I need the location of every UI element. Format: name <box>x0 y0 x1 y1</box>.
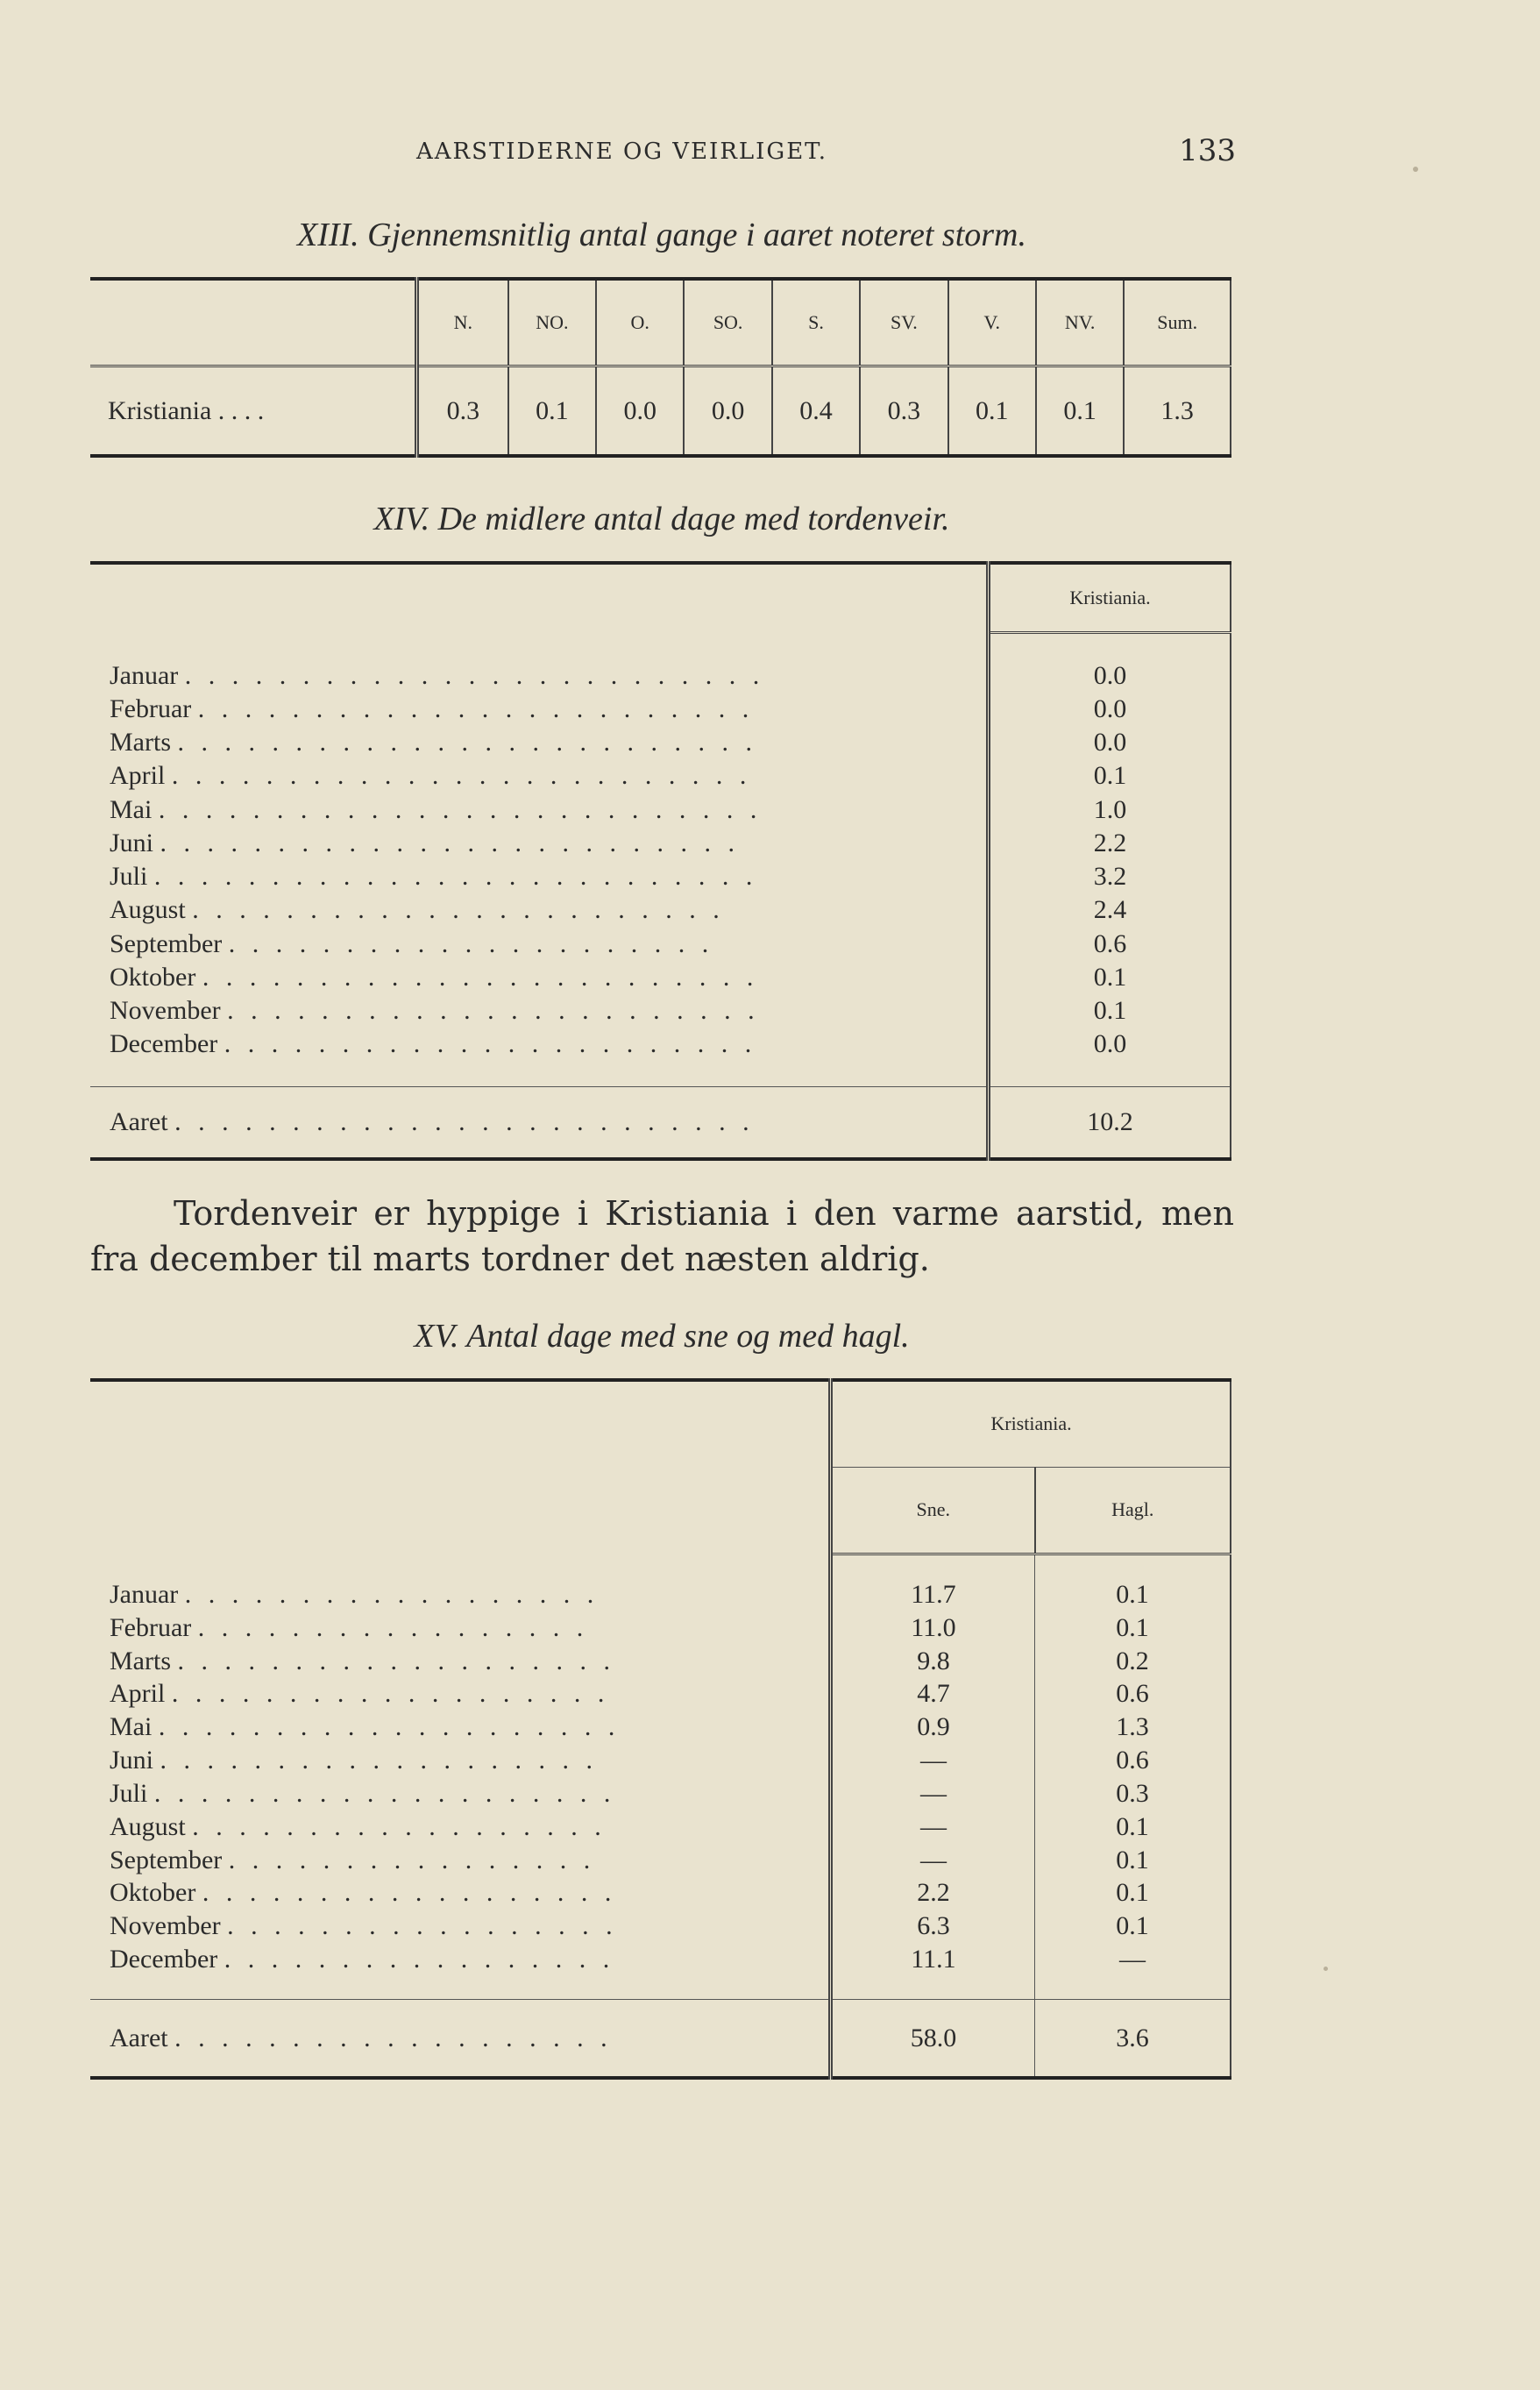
storm-header-row <box>90 279 1231 366</box>
row-label: Oktober <box>110 1878 196 1908</box>
row-label: April <box>110 761 166 791</box>
cell-value: 0.1 <box>989 759 1231 793</box>
row-label: Mai <box>110 794 153 824</box>
cell-sne: 58.0 <box>831 2000 1035 2078</box>
row-label: September <box>110 1845 223 1874</box>
leader-dots: . . . . . . . . . . . . . . . . . . . . . . . . . <box>171 761 752 791</box>
thunder-stub-header <box>90 563 989 633</box>
storm-stub-header <box>90 279 417 366</box>
table-row <box>90 1910 1231 1943</box>
leader-dots: . . . . . . . . . . . . . . . . . . . . . . . <box>227 995 760 1025</box>
table-row <box>90 759 1231 793</box>
cell-nv: 0.1 <box>1036 366 1124 457</box>
cell-value: 0.0 <box>989 693 1231 726</box>
row-label: Januar <box>110 660 179 690</box>
storm-data-row <box>90 366 1231 457</box>
leader-dots: . . . . . . . . . . . . . . . . . . . . . . . <box>192 895 725 925</box>
cell-sne: 0.9 <box>831 1711 1035 1744</box>
col-header-no: NO. <box>508 279 596 366</box>
table-row <box>90 860 1231 893</box>
leader-dots: . . . . . . . . . . . . . . . . . . . . . . . . . <box>184 660 765 690</box>
paper-speck <box>1324 1967 1328 1971</box>
cell-value: 3.2 <box>989 860 1231 893</box>
leader-dots: . . . . . . . . . . . . . . . . . . <box>184 1579 600 1609</box>
table-row <box>90 693 1231 726</box>
leader-dots: . . . . . . . . . . . . . . . . . . . <box>174 2023 613 2052</box>
table-row <box>90 1711 1231 1744</box>
cell-sne: 4.7 <box>831 1677 1035 1711</box>
cell-hagl: 3.6 <box>1035 2000 1231 2078</box>
row-label: November <box>110 1911 221 1941</box>
leader-dots: . . . . . . . . . . . . . . . . . . . . . . . . . <box>160 828 741 857</box>
row-label: Juli <box>110 1778 148 1808</box>
leader-dots: . . . . . . . . . . . . . . . . <box>228 1845 596 1874</box>
leader-dots: . . . . . . . . . . . . . . . . . . <box>192 1811 607 1841</box>
cell-hagl: 1.3 <box>1035 1711 1231 1744</box>
col-header-sum: Sum. <box>1124 279 1231 366</box>
row-label: December <box>110 1029 218 1059</box>
cell-sv: 0.3 <box>860 366 947 457</box>
row-label: Januar <box>110 1579 179 1609</box>
cell-hagl: — <box>1035 1943 1231 1976</box>
cell-sne: 6.3 <box>831 1910 1035 1943</box>
storm-table <box>90 277 1231 458</box>
leader-dots: . . . . . . . . . . . . . . . . . <box>227 1911 618 1941</box>
cell-value: 2.4 <box>989 893 1231 927</box>
cell-value: 0.1 <box>989 961 1231 994</box>
cell-no: 0.1 <box>508 366 596 457</box>
row-label: Marts <box>110 728 171 758</box>
page-number: 133 <box>1179 133 1236 168</box>
table-xiii-title: XIII. Gjennemsnitlig antal gange i aaret noteret storm. <box>296 217 1026 253</box>
cell-hagl: 0.1 <box>1035 1876 1231 1910</box>
leader-dots: . . . . . . . . . . . . . . . . . . . . . . . <box>224 1029 757 1059</box>
row-label: August <box>110 895 186 925</box>
leader-dots: . . . . . . . . . . . . . . . . . . . . . . . . . . <box>153 862 758 892</box>
cell-hagl: 0.1 <box>1035 1578 1231 1611</box>
row-label: Aaret <box>110 1106 168 1136</box>
cell-n: 0.3 <box>417 366 508 457</box>
paper-speck <box>1413 167 1418 172</box>
cell-sne: — <box>831 1810 1035 1844</box>
table-xiv-title: XIV. De midlere antal dage med tordenveir. <box>373 501 950 537</box>
col-header-sne: Sne. <box>831 1467 1035 1554</box>
cell-o: 0.0 <box>596 366 684 457</box>
table-row <box>90 1876 1231 1910</box>
cell-value: 10.2 <box>989 1086 1231 1159</box>
col-group-kristiania: Kristiania. <box>831 1380 1231 1467</box>
row-label: Juni <box>110 828 154 857</box>
col-header-v: V. <box>948 279 1036 366</box>
leader-dots: . . . . . . . . . . . . . . . . . <box>197 1612 589 1642</box>
leader-dots: . . . . . . . . . . . . . . . . . . . . <box>158 1712 621 1742</box>
cell-hagl: 0.1 <box>1035 1910 1231 1943</box>
cell-value: 0.0 <box>989 726 1231 759</box>
cell-sne: 11.7 <box>831 1578 1035 1611</box>
table-row <box>90 726 1231 759</box>
table-row <box>90 1611 1231 1645</box>
snow-group-header-row <box>90 1380 1231 1467</box>
row-label: Oktober <box>110 962 196 992</box>
col-header-s: S. <box>772 279 860 366</box>
cell-sne: 11.1 <box>831 1943 1035 1976</box>
col-header-hagl: Hagl. <box>1035 1467 1231 1554</box>
table-row-total <box>90 1086 1231 1159</box>
cell-value: 0.1 <box>989 994 1231 1028</box>
row-label: Februar <box>110 694 192 723</box>
row-label: Aaret <box>110 2023 168 2052</box>
table-row <box>90 961 1231 994</box>
table-row <box>90 1645 1231 1678</box>
cell-v: 0.1 <box>948 366 1036 457</box>
col-header-so: SO. <box>684 279 771 366</box>
cell-so: 0.0 <box>684 366 771 457</box>
row-label: Juli <box>110 862 148 892</box>
col-header-n: N. <box>417 279 508 366</box>
cell-sne: — <box>831 1777 1035 1810</box>
thunder-header-row <box>90 563 1231 633</box>
table-row <box>90 1777 1231 1810</box>
row-label: September <box>110 928 223 958</box>
col-header-nv: NV. <box>1036 279 1124 366</box>
row-label-kristiania: Kristiania . . . . <box>108 395 265 425</box>
snow-hail-table <box>90 1378 1231 2080</box>
table-row <box>90 893 1231 927</box>
col-header-o: O. <box>596 279 684 366</box>
cell-sne: 9.8 <box>831 1645 1035 1678</box>
cell-hagl: 0.6 <box>1035 1677 1231 1711</box>
cell-value: 0.6 <box>989 927 1231 960</box>
row-label: Juni <box>110 1746 154 1775</box>
leader-dots: . . . . . . . . . . . . . . . . . . . <box>171 1679 610 1709</box>
leader-dots: . . . . . . . . . . . . . . . . . . . . . . . . . . <box>158 794 763 824</box>
thunder-table <box>90 561 1231 1161</box>
snow-stub-header <box>90 1380 831 1554</box>
row-label: April <box>110 1679 166 1709</box>
cell-sne: — <box>831 1844 1035 1877</box>
leader-dots: . . . . . . . . . . . . . . . . . <box>224 1945 615 1974</box>
leader-dots: . . . . . . . . . . . . . . . . . . . . . . . . . <box>177 728 757 758</box>
cell-value: 0.0 <box>989 1028 1231 1061</box>
row-label: November <box>110 995 221 1025</box>
leader-dots: . . . . . . . . . . . . . . . . . . . . . . . . . <box>174 1106 755 1136</box>
body-paragraph: Tordenveir er hyppige i Kristiania i den varme aarstid, men fra december til marts tordner det næsten aldrig. <box>90 1194 1234 1278</box>
leader-dots: . . . . . . . . . . . . . . . . . . <box>202 1878 617 1908</box>
col-header-kristiania: Kristiania. <box>989 563 1231 633</box>
cell-value: 2.2 <box>989 827 1231 860</box>
table-row <box>90 659 1231 693</box>
table-row <box>90 1810 1231 1844</box>
leader-dots: . . . . . . . . . . . . . . . . . . . . . . . . <box>202 962 759 992</box>
cell-hagl: 0.2 <box>1035 1645 1231 1678</box>
cell-hagl: 0.6 <box>1035 1744 1231 1777</box>
table-row <box>90 1028 1231 1061</box>
row-label: December <box>110 1945 218 1974</box>
cell-hagl: 0.1 <box>1035 1611 1231 1645</box>
leader-dots: . . . . . . . . . . . . . . . . . . . <box>160 1746 599 1775</box>
cell-sne: — <box>831 1744 1035 1777</box>
table-row <box>90 1677 1231 1711</box>
cell-value: 1.0 <box>989 793 1231 827</box>
running-title: AARSTIDERNE OG VEIRLIGET. <box>416 139 827 165</box>
leader-dots: . . . . . . . . . . . . . . . . . . . <box>177 1646 615 1675</box>
table-row <box>90 1578 1231 1611</box>
row-label: August <box>110 1811 186 1841</box>
row-label: Marts <box>110 1646 171 1675</box>
table-row <box>90 994 1231 1028</box>
thunder-rows <box>90 659 1231 1062</box>
leader-dots: . . . . . . . . . . . . . . . . . . . . <box>153 1778 616 1808</box>
table-row <box>90 927 1231 960</box>
leader-dots: . . . . . . . . . . . . . . . . . . . . . <box>228 928 714 958</box>
table-xv-title: XV. Antal dage med sne og med hagl. <box>414 1318 910 1355</box>
col-header-sv: SV. <box>860 279 947 366</box>
table-row <box>90 793 1231 827</box>
table-row-total <box>90 2000 1231 2078</box>
cell-hagl: 0.1 <box>1035 1810 1231 1844</box>
cell-hagl: 0.1 <box>1035 1844 1231 1877</box>
table-row <box>90 1744 1231 1777</box>
row-label: Februar <box>110 1612 192 1642</box>
cell-sum: 1.3 <box>1124 366 1231 457</box>
cell-value: 0.0 <box>989 659 1231 693</box>
leader-dots: . . . . . . . . . . . . . . . . . . . . . . . . <box>197 694 755 723</box>
snow-rows <box>90 1578 1231 1976</box>
table-row <box>90 1844 1231 1877</box>
cell-sne: 11.0 <box>831 1611 1035 1645</box>
table-row <box>90 1943 1231 1976</box>
row-label: Mai <box>110 1712 153 1742</box>
cell-sne: 2.2 <box>831 1876 1035 1910</box>
cell-hagl: 0.3 <box>1035 1777 1231 1810</box>
table-row <box>90 827 1231 860</box>
cell-s: 0.4 <box>772 366 860 457</box>
